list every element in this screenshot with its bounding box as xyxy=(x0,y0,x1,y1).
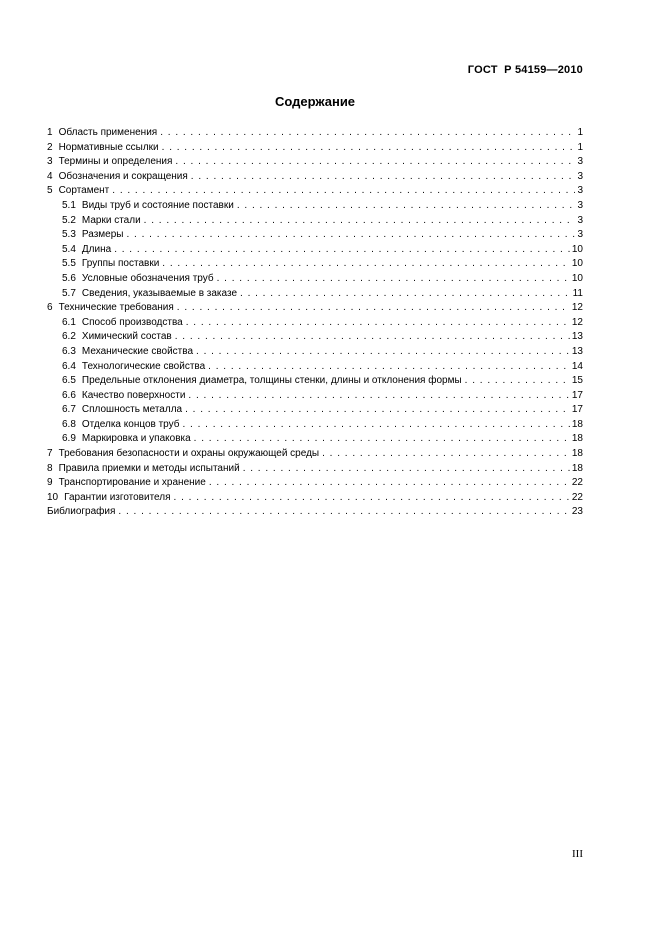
toc-entry[interactable] xyxy=(47,243,583,258)
toc-entry-page: 12 xyxy=(571,316,583,328)
toc-entry-number: 6 xyxy=(47,302,53,314)
toc-dot-leader xyxy=(208,360,570,375)
toc-entry-page: 15 xyxy=(571,375,583,387)
toc-entry[interactable] xyxy=(47,462,583,477)
toc-entry-label: Группы поставки xyxy=(81,258,160,270)
toc-entry[interactable] xyxy=(47,491,583,506)
toc-entry[interactable] xyxy=(47,432,583,447)
toc-entry[interactable] xyxy=(47,330,583,345)
toc-dot-leader xyxy=(185,403,570,418)
toc-entry-label: Виды труб и состояние поставки xyxy=(81,199,234,211)
toc-dot-leader xyxy=(182,418,569,433)
toc-entry[interactable] xyxy=(47,199,583,214)
toc-entry-page: 12 xyxy=(571,302,583,314)
toc-entry-number: 5.7 xyxy=(62,287,76,299)
toc-dot-leader xyxy=(162,257,570,272)
page-number: III xyxy=(572,848,583,860)
toc-dot-leader xyxy=(191,170,576,185)
toc-entry-number: 8 xyxy=(47,462,53,474)
toc-entry[interactable] xyxy=(47,228,583,243)
toc-entry-label: Способ производства xyxy=(81,316,183,328)
toc-entry-page: 18 xyxy=(571,433,583,445)
toc-entry-label: Сортамент xyxy=(58,185,110,197)
toc-entry-label: Механические свойства xyxy=(81,345,194,357)
toc-entry-label: Сведения, указываемые в заказе xyxy=(81,287,238,299)
toc-entry-page: 13 xyxy=(571,345,583,357)
toc-entry-page: 22 xyxy=(571,477,583,489)
toc-entry-number: 5.3 xyxy=(62,229,76,241)
toc-entry-number: 6.5 xyxy=(62,375,76,387)
toc-entry-page: 17 xyxy=(571,389,583,401)
toc-entry-number: 6.7 xyxy=(62,404,76,416)
toc-dot-leader xyxy=(243,462,570,477)
toc-entry-label: Качество поверхности xyxy=(81,389,186,401)
toc-entry-label: Марки стали xyxy=(81,214,141,226)
toc-entry-label: Условные обозначения труб xyxy=(81,272,214,284)
toc-entry-number: 6.9 xyxy=(62,433,76,445)
toc-entry-label: Обозначения и сокращения xyxy=(58,170,188,182)
toc-entry-label: Размеры xyxy=(81,229,124,241)
toc-entry[interactable] xyxy=(47,170,583,185)
toc-entry-page: 18 xyxy=(571,418,583,430)
toc-dot-leader xyxy=(196,345,570,360)
toc-dot-leader xyxy=(186,316,570,331)
toc-entry-page: 22 xyxy=(571,491,583,503)
table-of-contents xyxy=(47,126,583,520)
toc-entry-number: 4 xyxy=(47,170,53,182)
toc-entry[interactable] xyxy=(47,214,583,229)
toc-entry-number: 2 xyxy=(47,141,53,153)
toc-entry-page: 3 xyxy=(577,185,583,197)
toc-entry-number: 7 xyxy=(47,448,53,460)
toc-entry-page: 1 xyxy=(577,141,583,153)
toc-dot-leader xyxy=(160,126,575,141)
toc-entry-number: 10 xyxy=(47,491,59,503)
toc-entry-label: Библиография xyxy=(47,506,116,518)
toc-entry-page: 3 xyxy=(577,199,583,211)
toc-entry-number: 5 xyxy=(47,185,53,197)
toc-entry-number: 5.2 xyxy=(62,214,76,226)
toc-entry[interactable] xyxy=(47,418,583,433)
toc-entry-page: 17 xyxy=(571,404,583,416)
toc-dot-leader xyxy=(174,491,570,506)
toc-entry[interactable] xyxy=(47,272,583,287)
toc-entry[interactable] xyxy=(47,316,583,331)
toc-entry-label: Правила приемки и методы испытаний xyxy=(58,462,240,474)
toc-entry-page: 3 xyxy=(577,156,583,168)
toc-entry-number: 5.6 xyxy=(62,272,76,284)
toc-entry-number: 5.1 xyxy=(62,199,76,211)
toc-dot-leader xyxy=(240,287,571,302)
toc-entry-page: 1 xyxy=(577,127,583,138)
toc-dot-leader xyxy=(209,476,570,491)
toc-entry[interactable] xyxy=(47,155,583,170)
toc-entry-page: 3 xyxy=(577,214,583,226)
toc-entry-label: Сплошность металла xyxy=(81,404,183,416)
toc-entry[interactable] xyxy=(47,141,583,156)
toc-dot-leader xyxy=(465,374,570,389)
toc-entry-label: Нормативные ссылки xyxy=(58,141,159,153)
toc-entry[interactable] xyxy=(47,287,583,302)
toc-dot-leader xyxy=(175,330,570,345)
toc-entry[interactable] xyxy=(47,505,583,520)
toc-entry-page: 23 xyxy=(571,506,583,518)
toc-entry[interactable] xyxy=(47,257,583,272)
toc-entry-page: 10 xyxy=(571,258,583,270)
toc-dot-leader xyxy=(188,389,569,404)
toc-entry[interactable] xyxy=(47,374,583,389)
toc-entry-page: 10 xyxy=(571,272,583,284)
toc-entry[interactable] xyxy=(47,345,583,360)
toc-entry-label: Область применения xyxy=(58,127,158,138)
toc-dot-leader xyxy=(322,447,570,462)
toc-dot-leader xyxy=(118,505,569,520)
toc-entry-label: Длина xyxy=(81,243,112,255)
toc-entry-label: Технические требования xyxy=(58,302,174,314)
toc-entry-label: Химический состав xyxy=(81,331,172,343)
toc-dot-leader xyxy=(144,214,576,229)
toc-dot-leader xyxy=(194,432,570,447)
toc-entry-number: 6.3 xyxy=(62,345,76,357)
toc-entry-number: 6.8 xyxy=(62,418,76,430)
toc-entry-number: 6.4 xyxy=(62,360,76,372)
toc-entry-page: 11 xyxy=(572,287,583,299)
toc-entry-number: 5.4 xyxy=(62,243,76,255)
toc-dot-leader xyxy=(126,228,575,243)
toc-dot-leader xyxy=(217,272,570,287)
toc-entry-page: 3 xyxy=(577,229,583,241)
toc-entry[interactable] xyxy=(47,301,583,316)
toc-entry-page: 13 xyxy=(571,331,583,343)
toc-dot-leader xyxy=(114,243,570,258)
toc-entry-label: Транспортирование и хранение xyxy=(58,477,206,489)
toc-entry[interactable] xyxy=(47,447,583,462)
document-standard-code: ГОСТ Р 54159—2010 xyxy=(467,64,583,76)
toc-dot-leader xyxy=(112,184,575,199)
toc-dot-leader xyxy=(177,301,570,316)
toc-entry[interactable] xyxy=(47,476,583,491)
toc-entry[interactable] xyxy=(47,403,583,418)
toc-entry-label: Технологические свойства xyxy=(81,360,206,372)
toc-entry-label: Маркировка и упаковка xyxy=(81,433,191,445)
toc-entry-number: 5.5 xyxy=(62,258,76,270)
toc-entry-page: 18 xyxy=(571,462,583,474)
toc-entry-page: 18 xyxy=(571,448,583,460)
toc-entry-page: 10 xyxy=(571,243,583,255)
toc-entry[interactable] xyxy=(47,184,583,199)
toc-entry-label: Термины и определения xyxy=(58,156,173,168)
toc-entry-label: Отделка концов труб xyxy=(81,418,180,430)
toc-entry-page: 3 xyxy=(577,170,583,182)
toc-entry-label: Предельные отклонения диаметра, толщины стенки, длины и отклонения формы xyxy=(81,375,462,387)
toc-entry-number: 9 xyxy=(47,477,53,489)
toc-entry-number: 6.2 xyxy=(62,331,76,343)
toc-entry-number: 6.6 xyxy=(62,389,76,401)
toc-dot-leader xyxy=(175,155,575,170)
toc-dot-leader xyxy=(237,199,576,214)
toc-entry[interactable] xyxy=(47,126,583,141)
toc-entry-number: 3 xyxy=(47,156,53,168)
toc-entry-label: Гарантии изготовителя xyxy=(64,491,171,503)
toc-entry-label: Требования безопасности и охраны окружающей среды xyxy=(58,448,320,460)
toc-entry-page: 14 xyxy=(571,360,583,372)
toc-entry-number: 6.1 xyxy=(62,316,76,328)
toc-entry-number: 1 xyxy=(47,127,53,138)
toc-dot-leader xyxy=(162,141,576,156)
toc-entry[interactable] xyxy=(47,389,583,404)
toc-entry[interactable] xyxy=(47,360,583,375)
toc-title: Содержание xyxy=(274,94,356,109)
